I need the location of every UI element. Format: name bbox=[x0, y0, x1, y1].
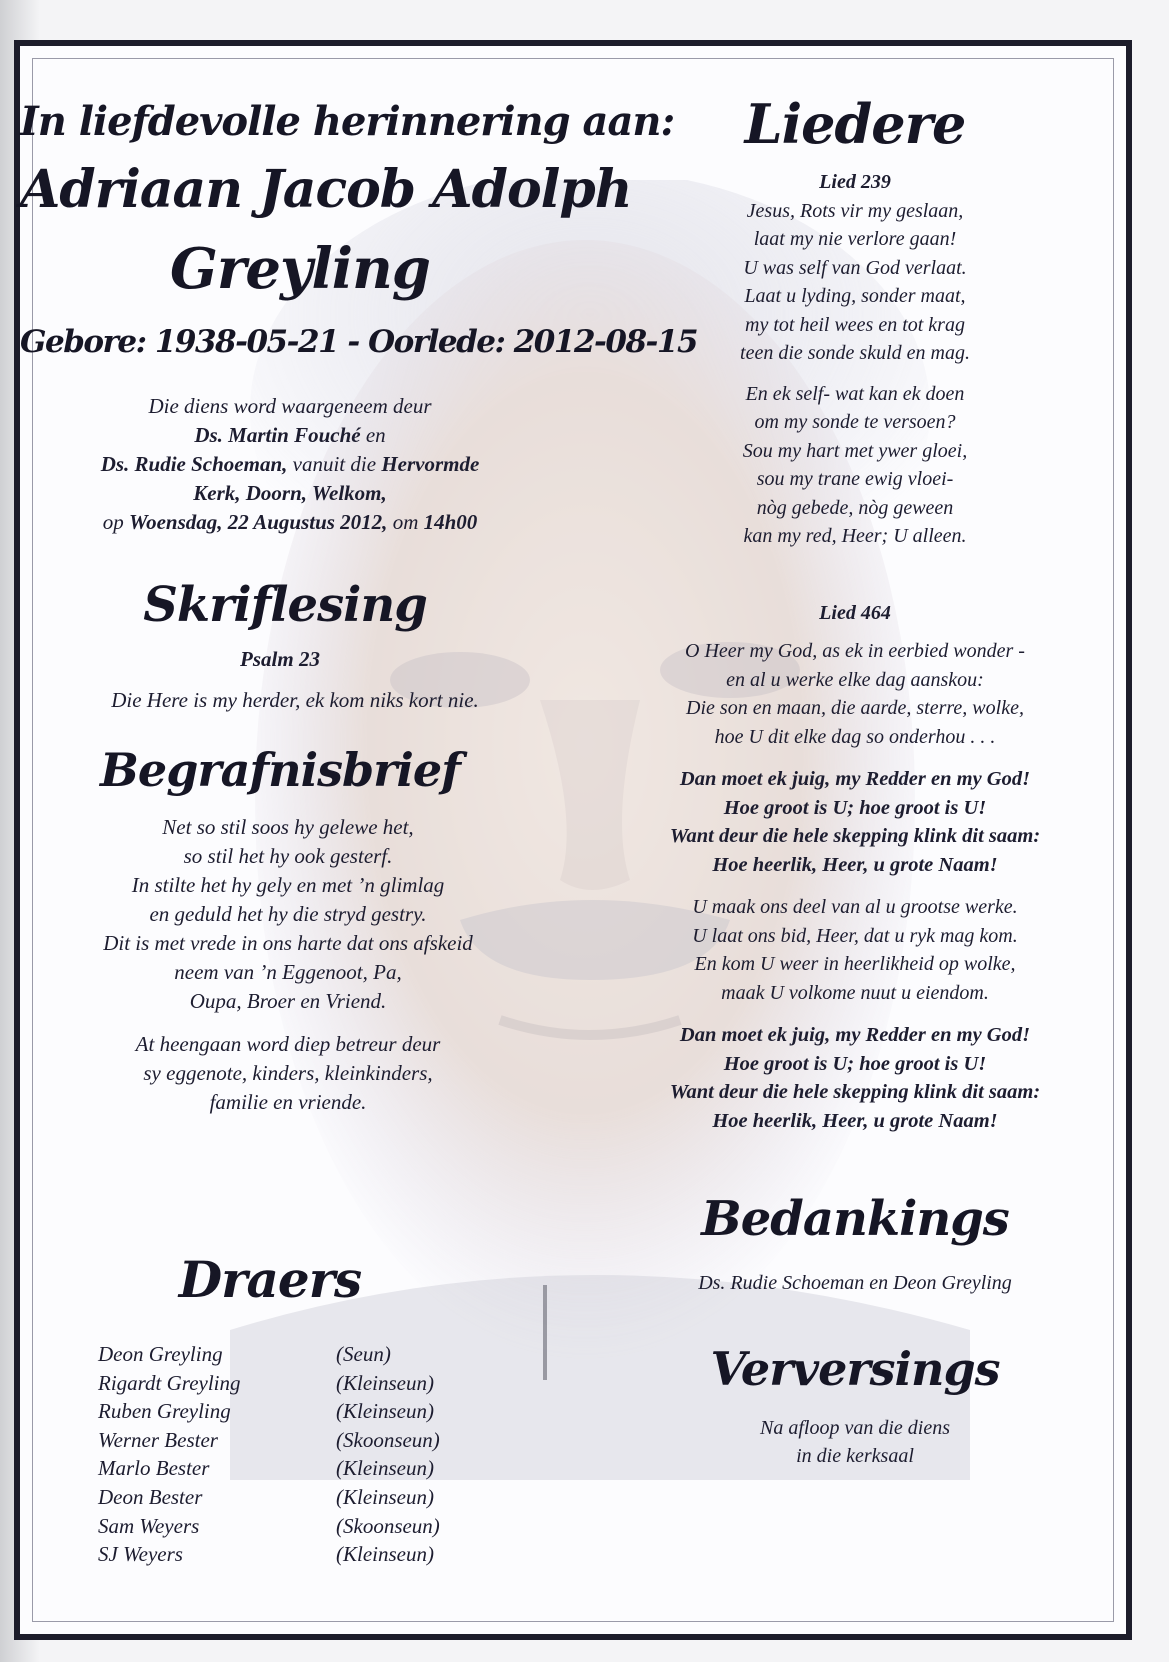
pallbearer-relation: (Kleinseun) bbox=[336, 1456, 434, 1481]
verse-line: teen die sonde skuld en mag. bbox=[740, 342, 970, 364]
hymn-title: Lied 464 bbox=[819, 601, 891, 624]
pallbearer-name: Marlo Bester bbox=[98, 1456, 210, 1481]
verse-line: om my sonde te versoen? bbox=[754, 411, 956, 433]
scripture-reference: Psalm 23 bbox=[240, 647, 320, 671]
deceased-surname: Greyling bbox=[170, 236, 430, 302]
service-date-line bbox=[40, 508, 540, 537]
letter-line: en geduld het hy die stryd gestry. bbox=[149, 902, 427, 926]
pallbearer-row bbox=[98, 1514, 440, 1543]
chorus-line: Dan moet ek juig, my Redder en my God! bbox=[679, 1024, 1031, 1046]
mourning-line: familie en vriende. bbox=[209, 1090, 367, 1114]
verse-line: Laat u lyding, sonder maat, bbox=[744, 285, 966, 307]
verse-line: Sou my hart met ywer gloei, bbox=[742, 439, 968, 462]
pallbearer-row bbox=[98, 1485, 440, 1514]
service-line: Die diens word waargeneem deur bbox=[148, 394, 432, 418]
pallbearer-row bbox=[98, 1399, 440, 1428]
service-date: Woensdag, 22 Augustus 2012, bbox=[128, 510, 388, 534]
pallbearer-row bbox=[98, 1371, 440, 1400]
pallbearer-relation: (Kleinseun) bbox=[336, 1399, 434, 1424]
church-location: Kerk, Doorn, Welkom, bbox=[193, 481, 387, 505]
minister-name: Ds. Martin Fouché bbox=[194, 423, 361, 447]
pallbearer-row bbox=[98, 1428, 440, 1457]
verse-line: kan my red, Heer; U alleen. bbox=[743, 525, 967, 547]
refreshments-line: Na afloop van die diens bbox=[760, 1416, 950, 1439]
hymn-verse bbox=[600, 893, 1110, 1007]
church-name: Hervormde bbox=[381, 452, 480, 476]
service-line bbox=[40, 450, 540, 479]
pallbearer-name: Rigardt Greyling bbox=[98, 1370, 241, 1395]
pallbearer-relation: (Kleinseun) bbox=[336, 1484, 434, 1509]
letter-line: Net so stil soos hy gelewe het, bbox=[162, 815, 414, 839]
right-column bbox=[600, 92, 1110, 1471]
letter-line: neem van ’n Eggenoot, Pa, bbox=[174, 960, 402, 984]
liedere-heading: Liedere bbox=[744, 92, 966, 156]
pallbearer-row bbox=[98, 1456, 440, 1485]
service-time: 14h00 bbox=[423, 510, 478, 534]
scripture-text: Die Here is my herder, ek kom niks kort nie. bbox=[111, 688, 479, 712]
left-column bbox=[20, 90, 698, 1117]
service-text: om bbox=[392, 510, 419, 534]
verse-line: En ek self- wat kan ek doen bbox=[745, 382, 965, 405]
mourning-text bbox=[20, 1030, 540, 1117]
verse-line: maak U volkome nuut u eiendom. bbox=[721, 981, 989, 1004]
verse-line: O Heer my God, as ek in eerbied wonder - bbox=[685, 640, 1025, 662]
pallbearer-name: Werner Bester bbox=[98, 1427, 218, 1452]
pallbearer-name: Deon Bester bbox=[98, 1484, 203, 1509]
deceased-first-names: Adriaan Jacob Adolph bbox=[20, 159, 632, 220]
service-line bbox=[40, 421, 540, 450]
chorus-line: Hoe groot is U; hoe groot is U! bbox=[723, 796, 987, 819]
verse-line: En kom U weer in heerlikheid op wolke, bbox=[694, 953, 1016, 975]
mourning-line: sy eggenote, kinders, kleinkinders, bbox=[143, 1061, 433, 1085]
verse-line: U was self van God verlaat. bbox=[743, 256, 967, 279]
verse-line: U maak ons deel van al u grootse werke. bbox=[692, 896, 1018, 918]
letter-line: Dit is met vrede in ons harte dat ons afskeid bbox=[103, 931, 473, 955]
verse-line: laat my nie verlore gaan! bbox=[753, 228, 957, 250]
hymn-verse bbox=[600, 380, 1110, 551]
pallbearer-relation: (Seun) bbox=[336, 1342, 391, 1366]
hymn-chorus bbox=[600, 765, 1110, 879]
pallbearer-relation: (Skoonseun) bbox=[336, 1427, 440, 1452]
hymn-verse bbox=[600, 637, 1110, 751]
chorus-line: Want deur die hele skepping klink dit saam: bbox=[669, 1081, 1041, 1103]
draers-heading: Draers bbox=[178, 1250, 362, 1309]
refreshments-line: in die kerksaal bbox=[796, 1445, 914, 1467]
verse-line: sou my trane ewig vloei- bbox=[756, 468, 954, 490]
pallbearer-name: Sam Weyers bbox=[98, 1513, 200, 1538]
begrafnisbrief-text bbox=[20, 813, 540, 1016]
letter-line: so stil het hy ook gesterf. bbox=[183, 844, 393, 868]
pallbearer-row bbox=[98, 1542, 440, 1571]
verse-line: Jesus, Rots vir my geslaan, bbox=[746, 199, 964, 222]
chorus-line: Want deur die hele skepping klink dit saam: bbox=[669, 825, 1041, 847]
chorus-line: Hoe groot is U; hoe groot is U! bbox=[723, 1052, 987, 1075]
pallbearer-relation: (Kleinseun) bbox=[336, 1370, 434, 1395]
pallbearer-name: Ruben Greyling bbox=[98, 1399, 231, 1424]
pallbearer-name: Deon Greyling bbox=[98, 1342, 223, 1366]
verse-line: U laat ons bid, Heer, dat u ryk mag kom. bbox=[692, 924, 1018, 947]
pallbearer-relation: (Kleinseun) bbox=[336, 1542, 434, 1567]
pallbearer-relation: (Skoonseun) bbox=[336, 1513, 440, 1538]
verse-line: my tot heil wees en tot krag bbox=[745, 313, 965, 336]
hymn-title: Lied 239 bbox=[819, 171, 891, 193]
verse-line: en al u werke elke dag aanskou: bbox=[726, 668, 984, 691]
hymn-chorus bbox=[600, 1021, 1110, 1135]
chorus-line: Hoe heerlik, Heer, u grote Naam! bbox=[712, 853, 998, 876]
refreshments-text bbox=[600, 1414, 1110, 1471]
service-text: vanuit die bbox=[292, 452, 377, 476]
letter-line: Oupa, Broer en Vriend. bbox=[189, 989, 387, 1013]
hymn-verse bbox=[600, 197, 1110, 368]
verse-line: hoe U dit elke dag so onderhou . . . bbox=[714, 725, 996, 748]
service-text: op bbox=[102, 510, 124, 534]
mourning-line: At heengaan word diep betreur deur bbox=[135, 1032, 441, 1056]
conjunction: en bbox=[365, 423, 386, 447]
pallbearer-name: SJ Weyers bbox=[98, 1542, 183, 1567]
letter-line: In stilte het hy gely en met ’n glimlag bbox=[131, 873, 445, 897]
intro-heading: In liefdevolle herinnering aan: bbox=[20, 98, 675, 145]
birth-death-dates: Gebore: 1938-05-21 - Oorlede: 2012-08-15 bbox=[20, 324, 698, 360]
chorus-line: Dan moet ek juig, my Redder en my God! bbox=[679, 768, 1031, 790]
bedankings-heading: Bedankings bbox=[701, 1191, 1009, 1247]
chorus-line: Hoe heerlik, Heer, u grote Naam! bbox=[712, 1109, 998, 1132]
pallbearers-list bbox=[98, 1342, 440, 1571]
acknowledgement-text: Ds. Rudie Schoeman en Deon Greyling bbox=[698, 1272, 1012, 1294]
pallbearer-row bbox=[98, 1342, 440, 1371]
verse-line: Die son en maan, die aarde, sterre, wolke, bbox=[686, 697, 1024, 719]
verversings-heading: Verversings bbox=[710, 1341, 1000, 1396]
minister-name: Ds. Rudie Schoeman, bbox=[100, 452, 288, 476]
begrafnisbrief-heading: Begrafnisbrief bbox=[100, 743, 460, 797]
verse-line: nòg gebede, nòg geween bbox=[756, 496, 954, 519]
skriflesing-heading: Skriflesing bbox=[143, 577, 427, 633]
service-details bbox=[20, 392, 540, 537]
